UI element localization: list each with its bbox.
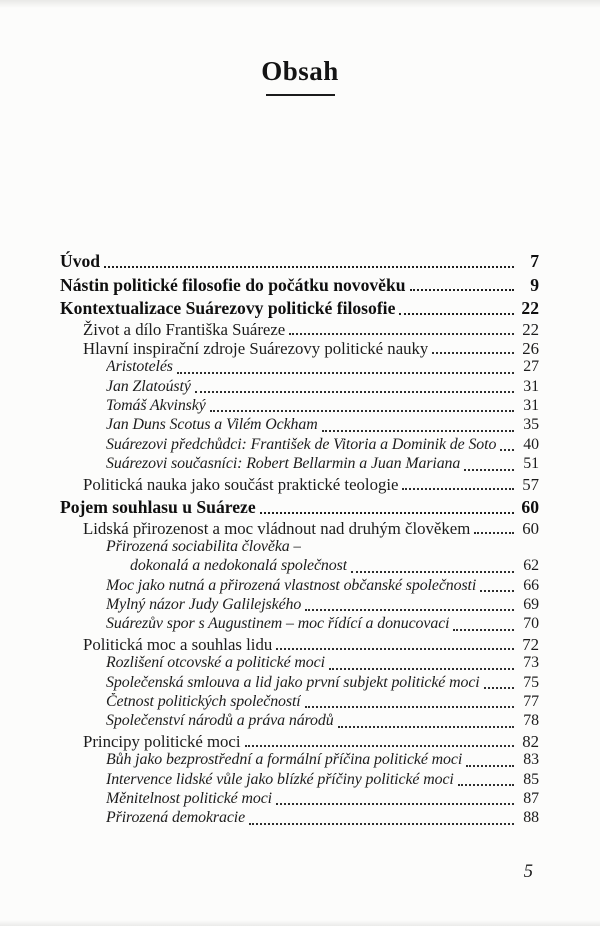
toc-entry-label: Měnitelnost politické moci — [106, 789, 272, 807]
toc-entry-label: Společenská smlouva a lid jako první subjekt politické moci — [106, 673, 480, 691]
dot-leader — [210, 410, 514, 412]
toc-entry-page: 82 — [522, 731, 539, 751]
toc-entry-label: Společenství národů a práva národů — [106, 712, 334, 730]
toc-entry — [60, 339, 539, 358]
toc-entry — [60, 577, 539, 596]
toc-entry — [60, 378, 539, 397]
dot-leader — [276, 803, 514, 805]
toc-entry-label: Principy politické moci — [83, 731, 241, 751]
toc-entry-page: 27 — [523, 358, 539, 376]
table-of-contents — [60, 251, 539, 829]
toc-entry-page: 9 — [530, 274, 539, 295]
dot-leader — [351, 571, 514, 573]
toc-entry-page: 62 — [523, 557, 539, 575]
dot-leader — [249, 823, 514, 825]
toc-entry-label: Politická nauka jako součást praktické teologie — [83, 474, 399, 494]
dot-leader — [104, 266, 514, 268]
toc-entry-label: Aristotelés — [106, 358, 173, 376]
dot-leader — [432, 352, 514, 354]
toc-entry — [60, 751, 539, 770]
toc-entry-page: 51 — [523, 455, 539, 473]
dot-leader — [453, 629, 514, 631]
dot-leader — [458, 784, 514, 786]
toc-entry-label: Úvod — [60, 251, 101, 271]
toc-entry — [60, 654, 539, 673]
toc-entry-label: Rozlišení otcovské a politické moci — [106, 654, 325, 672]
dot-leader — [305, 706, 514, 708]
toc-entry-label: Moc jako nutná a přirozená vlastnost občanské společnosti — [106, 576, 477, 594]
toc-entry — [60, 596, 539, 615]
folio-page-number: 5 — [523, 862, 533, 882]
toc-entry-label: Přirozená demokracie — [106, 809, 246, 827]
scan-edge-bottom — [0, 920, 600, 926]
toc-entry-label: Kontextualizace Suárezovy politické filosofie — [60, 298, 396, 318]
title-block — [0, 56, 600, 96]
dot-leader — [466, 765, 514, 767]
dot-leader — [410, 289, 514, 291]
toc-entry-label: Nástin politické filosofie do počátku novověku — [60, 274, 406, 295]
toc-entry-page: 72 — [522, 634, 539, 654]
toc-entry-page: 88 — [523, 809, 539, 827]
toc-entry — [60, 358, 539, 377]
toc-entry-label: Pojem souhlasu u Suáreze — [60, 497, 256, 518]
toc-entry-page: 31 — [523, 377, 539, 395]
toc-entry-page: 22 — [521, 298, 539, 318]
toc-entry-page: 69 — [523, 596, 539, 614]
toc-entry-page: 85 — [523, 770, 539, 788]
dot-leader — [480, 590, 514, 592]
toc-entry-label: Bůh jako bezprostřední a formální příčina politické moci — [106, 751, 463, 769]
dot-leader — [289, 333, 514, 335]
toc-entry-page: 73 — [523, 654, 539, 672]
toc-entry — [60, 615, 539, 634]
dot-leader — [260, 512, 514, 514]
toc-entry — [60, 320, 539, 339]
dot-leader — [305, 609, 514, 611]
toc-entry — [60, 557, 539, 576]
toc-entry — [60, 771, 539, 790]
toc-entry-page: 66 — [523, 576, 539, 594]
toc-entry-page: 83 — [523, 751, 539, 769]
toc-entry-label: Suárezovi současníci: Robert Bellarmin a Juan Mariana — [106, 455, 461, 473]
toc-entry-page: 35 — [523, 416, 539, 434]
toc-entry — [60, 298, 539, 319]
toc-entry-page: 26 — [522, 338, 539, 358]
toc-entry — [60, 251, 539, 272]
toc-entry-label: Život a dílo Františka Suáreze — [83, 319, 286, 339]
toc-entry-label: Lidská přirozenost a moc vládnout nad druhým člověkem — [83, 518, 471, 538]
toc-entry — [60, 732, 539, 751]
toc-entry-label: Tomáš Akvinský — [106, 397, 206, 415]
toc-entry — [60, 712, 539, 731]
dot-leader — [177, 372, 514, 374]
toc-entry — [60, 809, 539, 828]
toc-entry — [60, 455, 539, 474]
toc-entry-label: Přirozená sociabilita člověka – — [106, 537, 302, 555]
toc-entry-page: 70 — [523, 615, 539, 633]
toc-entry-label: Četnost politických společností — [106, 693, 301, 711]
toc-entry-label: Hlavní inspirační zdroje Suárezovy politické nauky — [83, 338, 429, 358]
toc-entry-label: Intervence lidské vůle jako blízké příčiny politické moci — [106, 770, 454, 788]
toc-entry-page: 75 — [523, 673, 539, 691]
dot-leader — [474, 532, 514, 534]
toc-entry-page: 57 — [522, 474, 539, 494]
toc-entry-page: 31 — [523, 397, 539, 415]
toc-entry-page: 7 — [530, 251, 539, 271]
toc-entry — [60, 519, 539, 538]
dot-leader — [464, 469, 514, 471]
toc-entry-label: Suárezův spor s Augustinem – moc řídící a donucovací — [106, 615, 450, 633]
toc-entry-page: 22 — [522, 319, 539, 339]
dot-leader — [276, 648, 514, 650]
toc-entry — [60, 790, 539, 809]
toc-entry-label: dokonalá a nedokonalá společnost — [130, 557, 348, 575]
toc-entry — [60, 475, 539, 494]
toc-entry-page: 77 — [523, 693, 539, 711]
toc-entry-page: 60 — [521, 497, 539, 518]
dot-leader — [329, 668, 514, 670]
toc-entry — [60, 497, 539, 518]
title-underline — [266, 94, 335, 96]
toc-entry-page: 87 — [523, 789, 539, 807]
toc-entry — [60, 397, 539, 416]
dot-leader — [195, 391, 514, 393]
dot-leader — [484, 687, 514, 689]
toc-entry — [60, 416, 539, 435]
scan-edge-top — [0, 0, 600, 8]
toc-entry-label: Jan Zlatoústý — [106, 377, 191, 395]
dot-leader — [500, 449, 514, 451]
page-title: Obsah — [261, 56, 339, 86]
dot-leader — [402, 488, 514, 490]
toc-entry-label: Jan Duns Scotus a Vilém Ockham — [106, 416, 318, 434]
dot-leader — [338, 726, 514, 728]
toc-entry-page: 60 — [522, 518, 539, 538]
toc-entry-label: Politická moc a souhlas lidu — [83, 634, 273, 654]
toc-entry — [60, 538, 539, 557]
dot-leader — [245, 745, 514, 747]
toc-entry-page: 40 — [523, 435, 539, 453]
toc-entry — [60, 275, 539, 296]
dot-leader — [399, 313, 514, 315]
toc-entry — [60, 436, 539, 455]
toc-entry — [60, 674, 539, 693]
toc-entry — [60, 635, 539, 654]
toc-entry-label: Mylný názor Judy Galilejského — [106, 596, 302, 614]
toc-entry — [60, 693, 539, 712]
toc-entry-page: 78 — [523, 712, 539, 730]
toc-entry-label: Suárezovi předchůdci: František de Vitoria a Dominik de Soto — [106, 435, 497, 453]
dot-leader — [322, 430, 514, 432]
